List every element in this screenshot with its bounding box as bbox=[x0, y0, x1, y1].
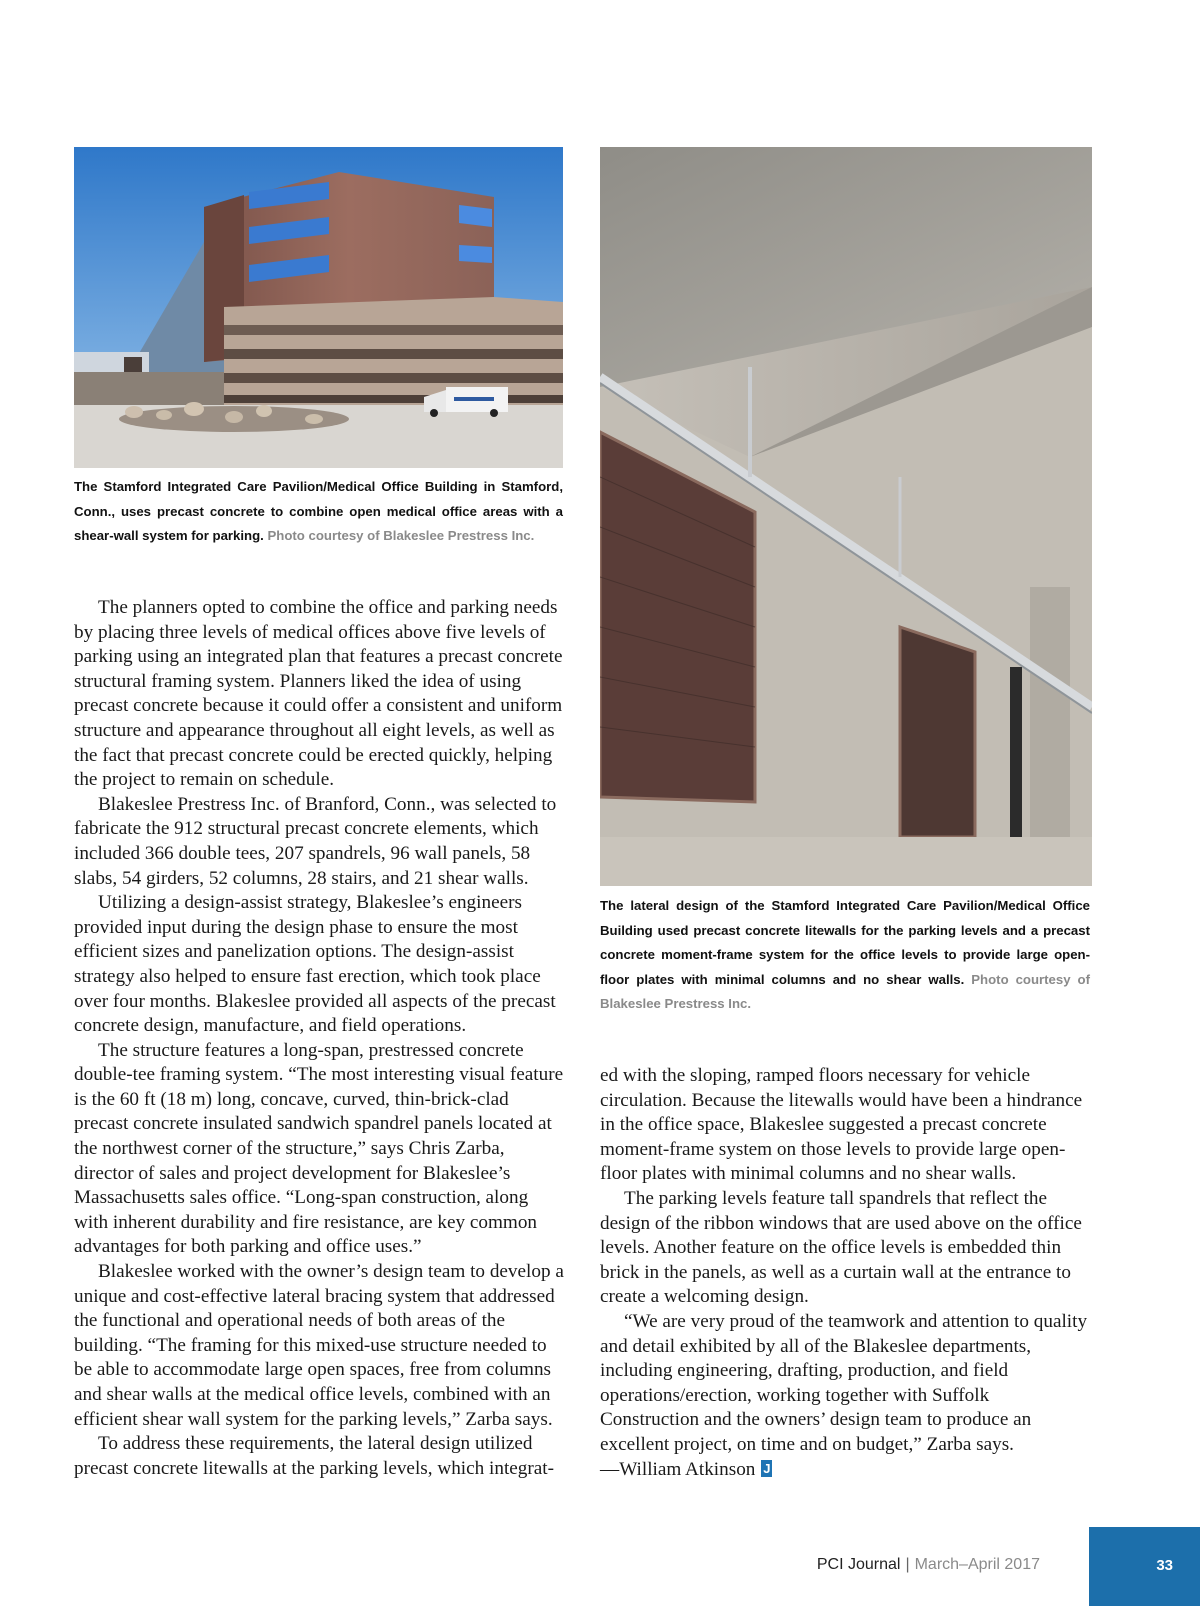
figure-2-photo-credit: Photo courtesy of Blakeslee Prestress Inc. bbox=[600, 971, 1090, 1011]
parking-interior-photo bbox=[600, 147, 1092, 886]
body-paragraph: Blakeslee worked with the owner’s design team to develop a unique and cost-effective lateral bracing system that addressed the functional and operational needs of both areas of the building. “The framing for this mixed-use structure needed to be able to accommodate large open spaces, free from columns and shear walls at the medical office levels, combined with an efficient shear wall system for the parking levels,” Zarba says. bbox=[74, 1261, 564, 1430]
body-paragraph: The parking levels feature tall spandrels that reflect the design of the ribbon windows that are used above on the office levels. Another feature on the office levels is embedded thin brick in the panels, as well as a curtain wall at the entrance to create a welcoming design. bbox=[600, 1187, 1082, 1308]
body-paragraph: The structure features a long-span, prestressed concrete double-tee framing system. “The most interesting visual feature is the 60 ft (18 m) long, concave, curved, thin-brick-clad precast concrete insulated sandwich spandrel panels located at the northwest corner of the structure,” says Chris Zarba, director of sales and project development for Blakeslee’s Massachusetts sales office. “Long-span construction, along with inherent durability and fire resistance, are key common advantages for both parking and office uses.” bbox=[74, 1039, 564, 1258]
journal-name: PCI Journal bbox=[816, 1556, 901, 1573]
article-column-left bbox=[74, 596, 566, 1481]
body-paragraph: “We are very proud of the teamwork and attention to quality and detail exhibited by all of the Blakeslee departments, including engineering, drafting, production, and field operations/erection, working together with Suffolk Construction and the owners’ design team to produce an excellent project, on time and on budget,” Zarba says. bbox=[600, 1310, 1088, 1455]
page-number-box bbox=[1089, 1527, 1200, 1606]
author-signature-line bbox=[600, 1458, 1092, 1483]
figure-2-caption-text: The lateral design of the Stamford Integrated Care Pavilion/Medical Office Building used precast concrete litewalls for the parking levels and a precast concrete moment-frame system for the office levels to provide large open-floor plates with minimal columns and no shear walls. bbox=[600, 898, 1090, 987]
building-exterior-illustration bbox=[74, 147, 563, 468]
article-column-right bbox=[600, 1064, 1092, 1482]
body-paragraph: Utilizing a design-assist strategy, Blakeslee’s engineers provided input during the design phase to ensure the most efficient sizes and panelization options. The design-assist strategy also helped to ensure fast erection, which took place over four months. Blakeslee provided all aspects of the precast concrete design, manufacture, and field operations. bbox=[74, 892, 556, 1037]
body-paragraph: Blakeslee Prestress Inc. of Branford, Conn., was selected to fabricate the 912 structural precast concrete elements, which included 366 double tees, 207 spandrels, 96 wall panels, 58 slabs, 54 girders, 52 columns, 28 stairs, and 21 shear walls. bbox=[74, 793, 557, 889]
author-signature: —William Atkinson bbox=[600, 1458, 756, 1480]
figure-1-caption-text: The Stamford Integrated Care Pavilion/Medical Office Building in Stamford, Conn., uses precast concrete to combine open medical office areas with a shear-wall system for parking. bbox=[74, 479, 563, 543]
figure-1-photo-credit: Photo courtesy of Blakeslee Prestress Inc. bbox=[267, 528, 535, 543]
issue-date: March–April 2017 bbox=[914, 1556, 1040, 1573]
body-paragraph: ed with the sloping, ramped floors necessary for vehicle circulation. Because the litewalls would have been a hindrance in the office space, Blakeslee suggested a precast concrete moment-frame system on those levels to provide large open-floor plates with minimal columns and no shear walls. bbox=[600, 1065, 1083, 1185]
footer-journal-info bbox=[817, 1556, 1040, 1574]
body-paragraph: To address these requirements, the lateral design utilized precast concrete litewalls at the parking levels, which integrat- bbox=[74, 1433, 555, 1479]
body-paragraph: The planners opted to combine the office and parking needs by placing three levels of medical offices above five levels of parking using an integrated plan that features a precast concrete structural framing system. Planners liked the idea of using precast concrete because it could offer a consistent and uniform structure and appearance throughout all eight levels, as well as the fact that precast concrete could be erected quickly, helping the project to remain on schedule. bbox=[74, 597, 563, 791]
building-exterior-photo bbox=[74, 147, 563, 468]
figure-1-caption bbox=[74, 475, 563, 549]
parking-interior-illustration bbox=[600, 147, 1092, 886]
page-number: 33 bbox=[1156, 1557, 1173, 1574]
footer-separator: | bbox=[905, 1556, 910, 1573]
figure-2-caption bbox=[600, 894, 1090, 1017]
end-of-article-icon: J bbox=[763, 1460, 771, 1476]
